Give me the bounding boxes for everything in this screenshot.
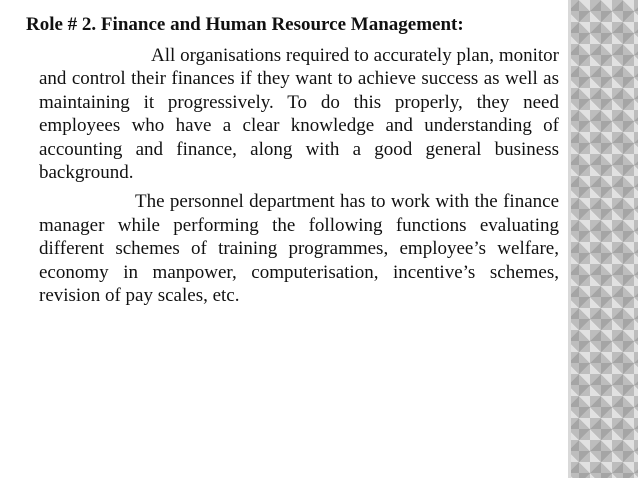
paragraph-finance-planning: All organisations required to accurately plan, monitor and control their finances if they want to achieve success as well as maintaining it progressively. To do this properly, they need employees who have a clear knowledge and understanding of accounting and finance, along with a good general business background. [39,45,559,184]
paragraph-personnel-department: The personnel department has to work with the finance manager while performing the following functions evaluating different schemes of training programmes, employee’s welfare, economy in manpower, computerisation, incentive’s schemes, revision of pay scales, etc. [39,191,559,307]
slide-body [39,44,559,307]
decorative-side-band [568,0,638,478]
slide-heading: Role # 2. Finance and Human Resource Management: [26,14,464,35]
